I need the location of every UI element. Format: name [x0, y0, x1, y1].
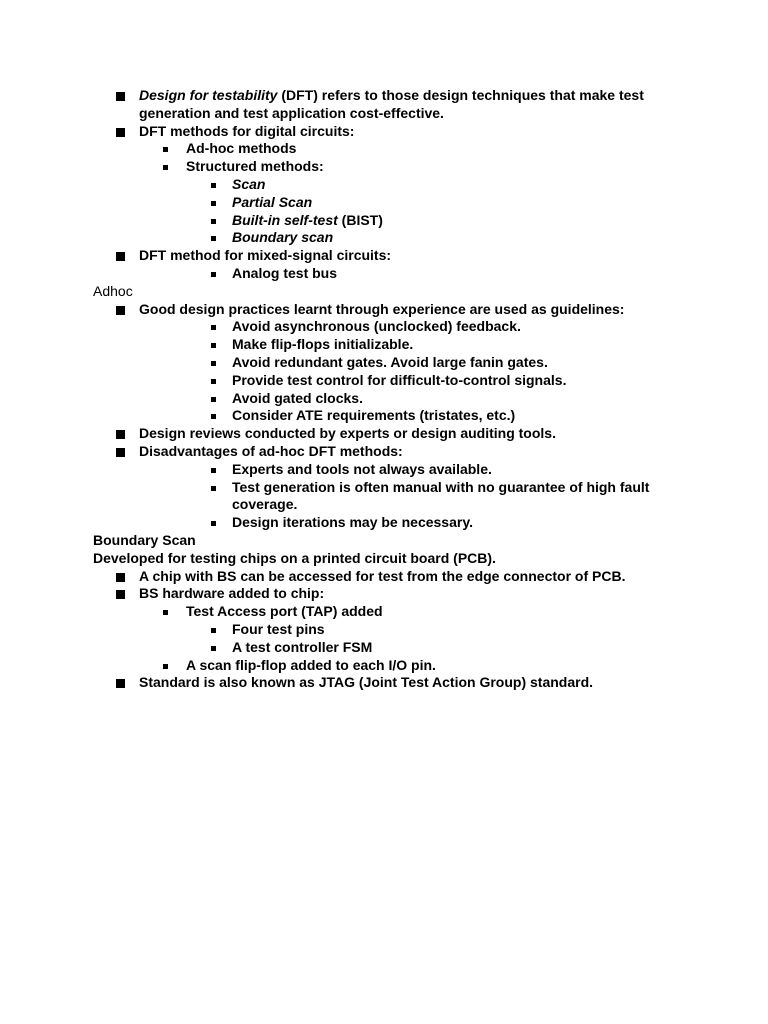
text-segment: A chip with BS can be accessed for test from the edge connector of PCB. — [139, 567, 626, 584]
line-text — [139, 568, 625, 586]
text-segment: A test controller FSM — [232, 638, 373, 655]
text-segment: generation and test application cost-effective. — [139, 104, 444, 121]
text-segment: Design for testability — [139, 87, 278, 103]
text-segment: Good design practices learnt through experience are used as guidelines: — [139, 300, 625, 317]
text-segment: Ad-hoc methods — [186, 140, 297, 157]
square-bullet-icon — [163, 147, 168, 152]
square-bullet-icon — [211, 521, 216, 526]
line-text — [139, 443, 403, 461]
line-text — [139, 301, 624, 319]
line-text — [139, 585, 324, 603]
list-item — [0, 585, 768, 603]
square-bullet-icon — [163, 664, 168, 669]
line-text — [139, 123, 354, 141]
text-segment: Provide test control for difficult-to-control signals. — [232, 371, 567, 388]
text-segment: Standard is also known as JTAG (Joint Test Action Group) standard. — [139, 674, 594, 691]
square-bullet-icon — [211, 219, 216, 224]
text-segment: Analog test bus — [232, 264, 338, 281]
line-text — [186, 158, 324, 176]
square-bullet-icon — [211, 343, 216, 348]
text-segment: Scan — [232, 175, 266, 192]
line-text — [232, 461, 492, 479]
text-segment: Avoid gated clocks. — [232, 389, 363, 406]
list-item — [0, 229, 768, 247]
list-item — [0, 336, 768, 354]
square-bullet-icon — [116, 306, 125, 315]
line-text — [232, 354, 548, 372]
square-bullet-icon — [211, 325, 216, 330]
list-item — [0, 87, 768, 105]
square-bullet-icon — [116, 679, 125, 688]
paragraph-line — [0, 283, 768, 301]
line-text — [232, 639, 372, 657]
line-text — [139, 425, 556, 443]
list-item — [0, 318, 768, 336]
list-item — [0, 568, 768, 586]
line-text — [186, 603, 383, 621]
text-segment: Adhoc — [93, 282, 133, 299]
list-item — [0, 639, 768, 657]
text-segment: (BIST) — [337, 211, 383, 228]
list-item — [0, 354, 768, 372]
text-segment: Test Access port (TAP) added — [186, 603, 383, 620]
square-bullet-icon — [116, 573, 125, 582]
text-segment: Four test pins — [232, 620, 325, 637]
list-item — [0, 372, 768, 390]
line-text — [232, 372, 566, 390]
line-text — [232, 194, 312, 212]
line-text — [232, 496, 297, 514]
text-segment: Boundary scan — [232, 229, 334, 246]
list-item — [0, 390, 768, 408]
square-bullet-icon — [163, 165, 168, 170]
document-body — [0, 87, 768, 692]
text-segment: Disadvantages of ad-hoc DFT methods: — [139, 442, 403, 459]
list-item — [0, 194, 768, 212]
line-text — [232, 212, 383, 230]
square-bullet-icon — [211, 468, 216, 473]
paragraph-line — [0, 532, 768, 550]
list-item — [0, 603, 768, 621]
square-bullet-icon — [211, 379, 216, 384]
paragraph-line — [0, 550, 768, 568]
text-segment: BS hardware added to chip: — [139, 585, 325, 602]
text-segment: Boundary Scan — [93, 531, 196, 548]
square-bullet-icon — [116, 92, 125, 101]
square-bullet-icon — [116, 252, 125, 261]
text-segment: A scan flip-flop added to each I/O pin. — [186, 656, 436, 673]
list-item — [0, 674, 768, 692]
line-text — [93, 532, 196, 550]
line-text — [232, 229, 333, 247]
line-text — [186, 140, 296, 158]
text-segment: Design iterations may be necessary. — [232, 514, 473, 531]
text-segment: coverage. — [232, 496, 298, 513]
line-text — [232, 514, 473, 532]
list-item — [0, 212, 768, 230]
square-bullet-icon — [116, 430, 125, 439]
list-item — [0, 496, 768, 514]
line-text — [232, 390, 363, 408]
square-bullet-icon — [211, 646, 216, 651]
list-item — [0, 657, 768, 675]
text-segment: DFT method for mixed-signal circuits: — [139, 247, 392, 264]
text-segment: Test generation is often manual with no guarantee of high fault — [232, 478, 650, 495]
text-segment: Structured methods: — [186, 158, 324, 175]
line-text — [232, 265, 337, 283]
list-item — [0, 123, 768, 141]
text-segment: Consider ATE requirements (tristates, etc.) — [232, 407, 516, 424]
text-segment: Make flip-flops initializable. — [232, 336, 414, 353]
square-bullet-icon — [211, 236, 216, 241]
text-segment: Design reviews conducted by experts or design auditing tools. — [139, 425, 556, 442]
line-text — [139, 674, 593, 692]
line-text — [232, 407, 515, 425]
text-segment: Experts and tools not always available. — [232, 460, 492, 477]
text-segment: Developed for testing chips on a printed circuit board (PCB). — [93, 549, 496, 566]
line-text — [93, 283, 133, 301]
list-item — [0, 265, 768, 283]
line-text — [232, 479, 649, 497]
text-segment: (DFT) refers to those design techniques that make test — [277, 87, 644, 103]
square-bullet-icon — [116, 128, 125, 137]
square-bullet-icon — [211, 486, 216, 491]
square-bullet-icon — [116, 590, 125, 599]
list-item — [0, 443, 768, 461]
text-segment: Avoid asynchronous (unclocked) feedback. — [232, 318, 521, 335]
list-item — [0, 479, 768, 497]
line-text — [139, 105, 444, 123]
text-segment: DFT methods for digital circuits: — [139, 122, 355, 139]
square-bullet-icon — [211, 183, 216, 188]
line-text — [186, 657, 436, 675]
list-item — [0, 425, 768, 443]
list-item — [0, 301, 768, 319]
line-text — [139, 247, 391, 265]
list-item — [0, 247, 768, 265]
line-text — [232, 336, 413, 354]
list-item — [0, 514, 768, 532]
line-text — [232, 621, 325, 639]
line-text — [93, 550, 496, 568]
line-text — [139, 87, 644, 105]
list-item — [0, 407, 768, 425]
list-item — [0, 158, 768, 176]
text-segment: Avoid redundant gates. Avoid large fanin gates. — [232, 353, 548, 370]
square-bullet-icon — [163, 610, 168, 615]
square-bullet-icon — [116, 448, 125, 457]
line-text — [232, 176, 265, 194]
list-item — [0, 105, 768, 123]
list-item — [0, 176, 768, 194]
square-bullet-icon — [211, 414, 216, 419]
list-item — [0, 461, 768, 479]
list-item — [0, 140, 768, 158]
square-bullet-icon — [211, 272, 216, 277]
text-segment: Built-in self-test — [232, 211, 338, 228]
text-segment: Partial Scan — [232, 193, 313, 210]
line-text — [232, 318, 521, 336]
square-bullet-icon — [211, 628, 216, 633]
list-item — [0, 621, 768, 639]
square-bullet-icon — [211, 201, 216, 206]
square-bullet-icon — [211, 397, 216, 402]
square-bullet-icon — [211, 361, 216, 366]
